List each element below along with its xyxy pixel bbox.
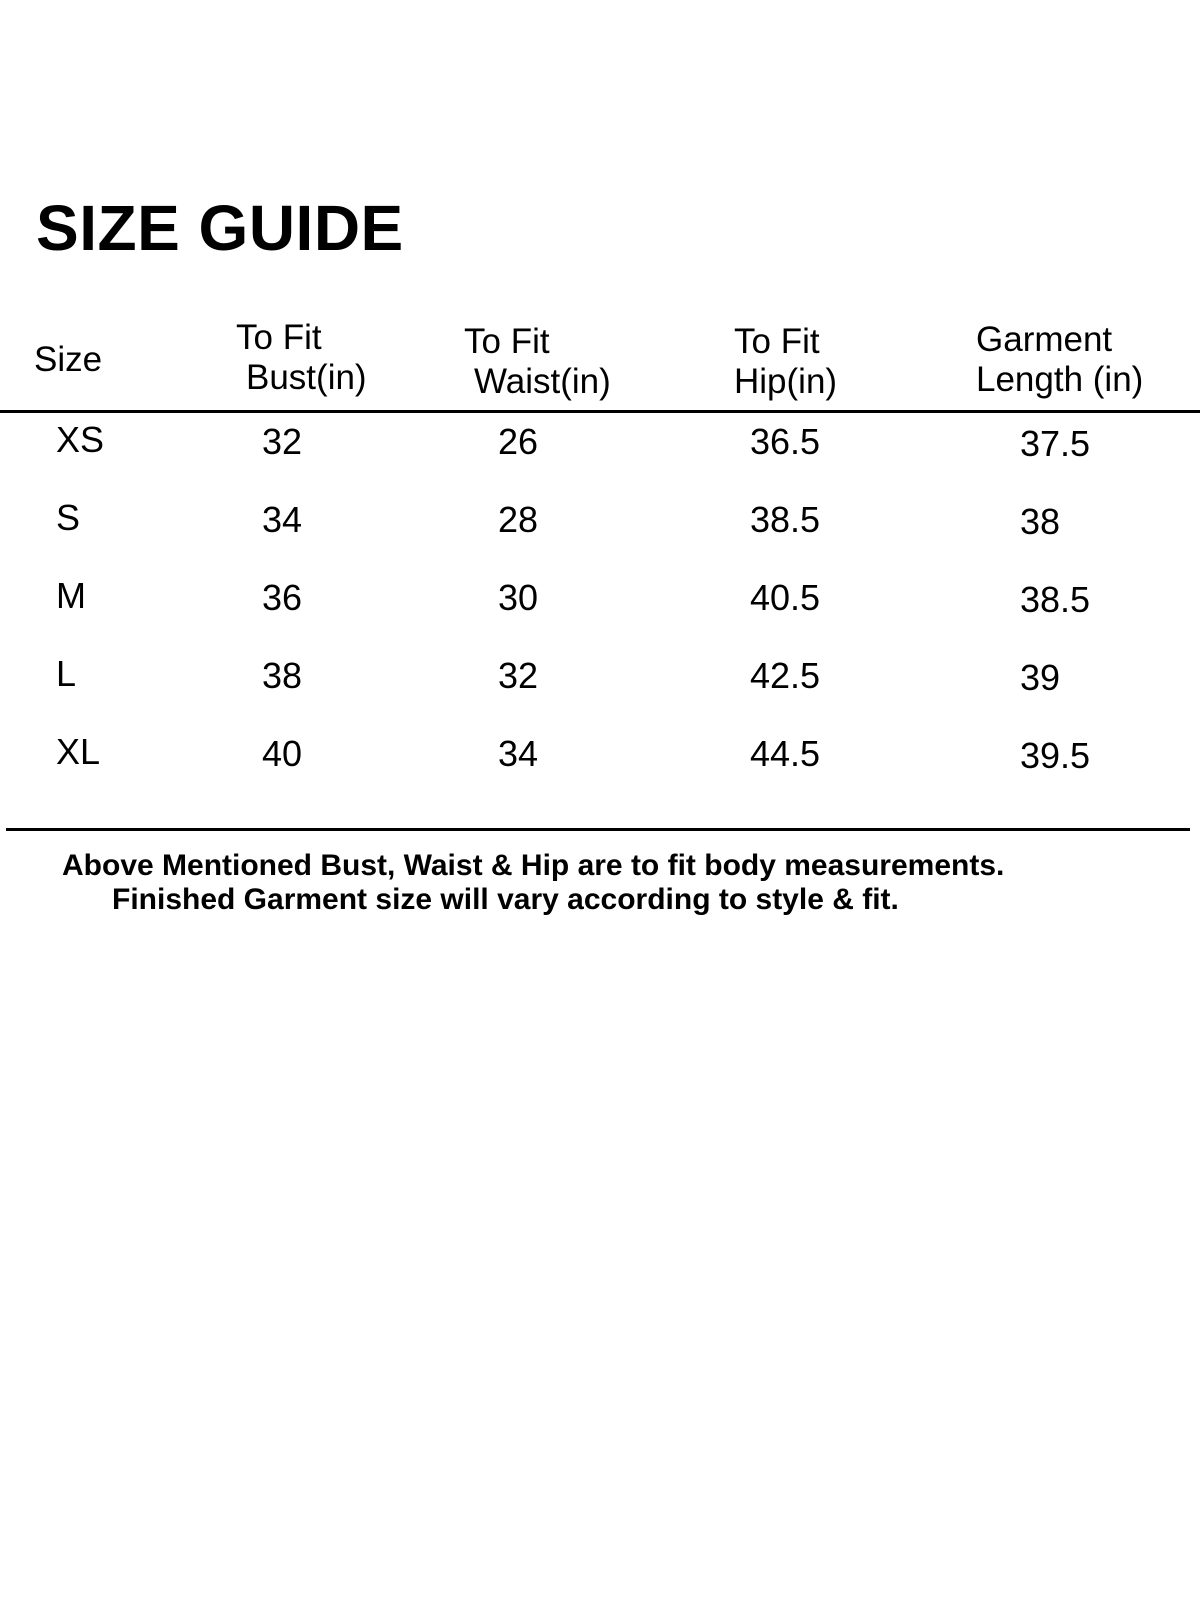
cell-bust: 32 [262, 421, 303, 462]
cell-length: 39 [1020, 657, 1061, 698]
note-line-2: Finished Garment size will vary according to style & fit. [112, 883, 899, 916]
cell-waist: 32 [498, 655, 539, 696]
cell-hip: 44.5 [750, 733, 821, 774]
cell-waist: 34 [498, 733, 539, 774]
header-waist [464, 322, 611, 402]
cell-size: L [56, 653, 77, 694]
header-size [34, 340, 102, 380]
cell-hip: 40.5 [750, 577, 821, 618]
cell-length: 37.5 [1020, 423, 1091, 464]
cell-length: 39.5 [1020, 735, 1091, 776]
header-hip [734, 322, 837, 402]
cell-size: XL [56, 731, 101, 772]
note-line-1: Above Mentioned Bust, Waist & Hip are to fit body measurements. [62, 849, 1005, 882]
header-bust-line1: To Fit [236, 318, 322, 357]
header-hip-line2: Hip(in) [734, 362, 838, 401]
header-size-line2: Size [34, 340, 103, 379]
cell-bust: 38 [262, 655, 303, 696]
header-divider [0, 410, 1200, 413]
cell-length: 38.5 [1020, 579, 1091, 620]
cell-size: M [56, 575, 86, 616]
cell-size: XS [56, 419, 105, 460]
header-waist-line1: To Fit [464, 322, 550, 361]
cell-waist: 28 [498, 499, 539, 540]
cell-hip: 36.5 [750, 421, 821, 462]
cell-bust: 36 [262, 577, 303, 618]
header-bust-line2: Bust(in) [246, 358, 367, 397]
cell-hip: 38.5 [750, 499, 821, 540]
cell-bust: 40 [262, 733, 303, 774]
cell-hip: 42.5 [750, 655, 821, 696]
header-bust [236, 318, 367, 398]
header-length-line2: Length (in) [976, 360, 1144, 399]
cell-size: S [56, 497, 81, 538]
header-hip-line1: To Fit [734, 322, 820, 361]
cell-waist: 30 [498, 577, 539, 618]
size-guide-title: SIZE GUIDE [36, 192, 404, 264]
cell-bust: 34 [262, 499, 303, 540]
footer-divider [6, 828, 1190, 831]
cell-length: 38 [1020, 501, 1061, 542]
cell-waist: 26 [498, 421, 539, 462]
header-waist-line2: Waist(in) [474, 362, 611, 401]
header-length [976, 320, 1143, 400]
header-length-line1: Garment [976, 320, 1113, 359]
